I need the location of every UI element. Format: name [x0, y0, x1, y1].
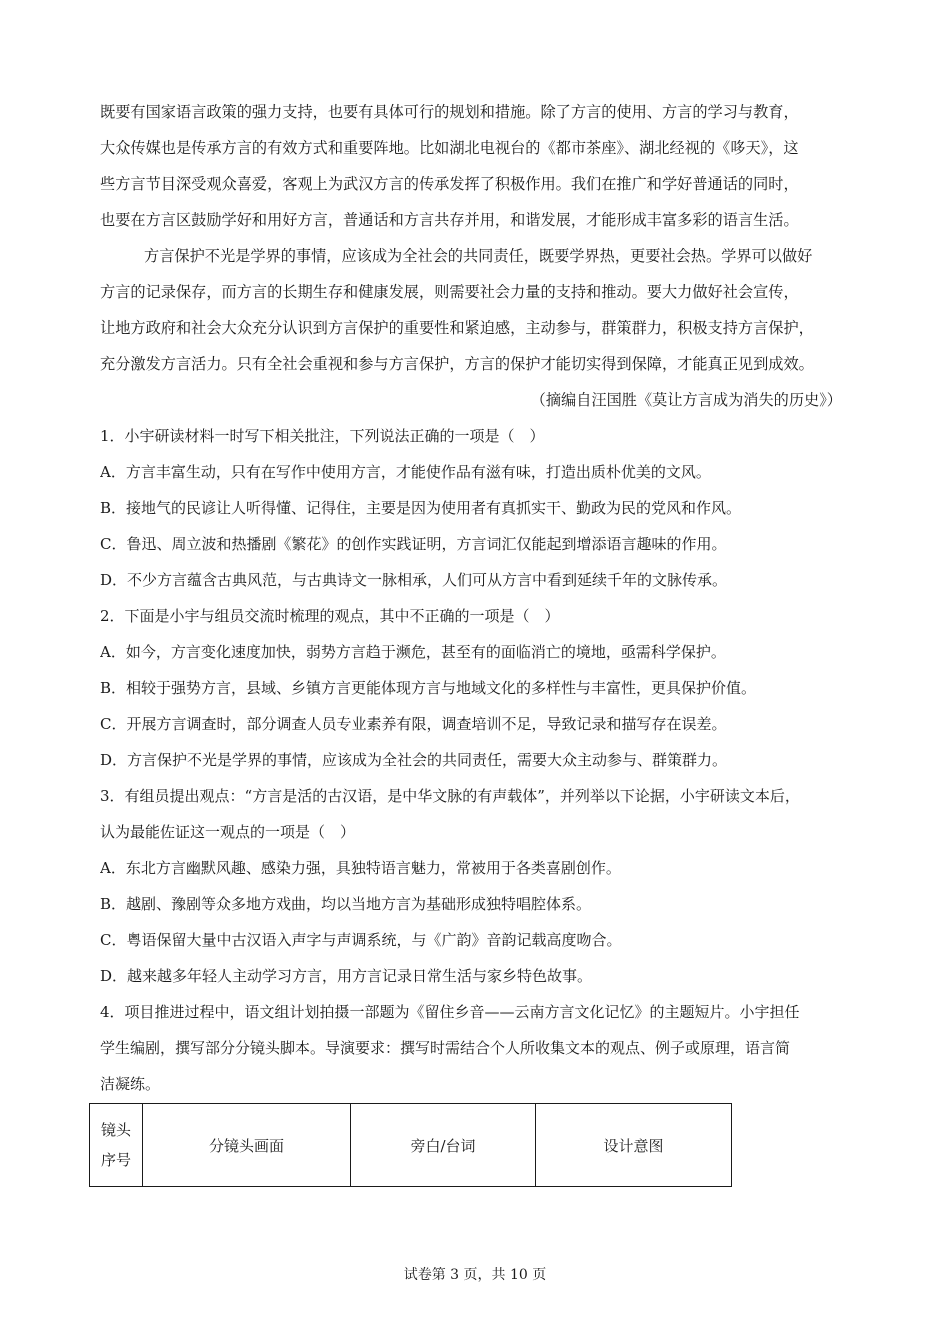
passage-line: 让地方政府和社会大众充分认识到方言保护的重要性和紧迫感，主动参与，群策群力，积极支持方言保护，	[100, 319, 814, 337]
passage-paragraph-1	[100, 94, 860, 238]
question-2-option-c: C．开展方言调查时，部分调查人员专业素养有限，调查培训不足，导致记录和描写存在误差。	[100, 715, 727, 733]
question-3-option-b: B．越剧、豫剧等众多地方戏曲，均以当地方言为基础形成独特唱腔体系。	[100, 895, 592, 913]
table-header-row	[90, 1104, 732, 1187]
question-3-option-a: A．东北方言幽默风趣、感染力强，具独特语言魅力，常被用于各类喜剧创作。	[100, 859, 621, 877]
passage-line: 方言的记录保存，而方言的长期生存和健康发展，则需要社会力量的支持和推动。要大力做好社会宣传，	[100, 283, 799, 301]
header-shot-number	[90, 1104, 143, 1187]
header-narration: 旁白/台词	[351, 1104, 536, 1187]
question-2-option-b: B．相较于强势方言，县域、乡镇方言更能体现方言与地域文化的多样性与丰富性，更具保护价值。	[100, 679, 757, 697]
passage-paragraph-2	[100, 238, 860, 382]
question-3-stem-cont: 认为最能佐证这一观点的一项是（ ）	[100, 823, 356, 841]
question-2-option-a: A．如今，方言变化速度加快，弱势方言趋于濒危，甚至有的面临消亡的境地，亟需科学保护。	[100, 643, 726, 661]
question-3-option-c: C．粤语保留大量中古汉语入声字与声调系统，与《广韵》音韵记载高度吻合。	[100, 931, 622, 949]
question-4-stem: 4．项目推进过程中，语文组计划拍摄一部题为《留住乡音——云南方言文化记忆》的主题短片。小宇担任	[100, 1003, 800, 1021]
question-2-stem: 2．下面是小宇与组员交流时梳理的观点，其中不正确的一项是（ ）	[100, 607, 560, 625]
passage-line: 既要有国家语言政策的强力支持，也要有具体可行的规划和措施。除了方言的使用、方言的学习与教育，	[100, 103, 799, 121]
passage-line: 方言保护不光是学界的事情，应该成为全社会的共同责任，既要学界热，更要社会热。学界可以做好	[144, 247, 813, 265]
question-4-stem-cont: 学生编剧，撰写部分分镜头脚本。导演要求：撰写时需结合个人所收集文本的观点、例子或原理，语言简	[100, 1039, 791, 1057]
question-2-option-d: D．方言保护不光是学界的事情，应该成为全社会的共同责任，需要大众主动参与、群策群力。	[100, 751, 728, 769]
passage-source: （摘编自汪国胜《莫让方言成为消失的历史》）	[530, 391, 842, 409]
passage-line: 大众传媒也是传承方言的有效方式和重要阵地。比如湖北电视台的《都市茶座》、湖北经视的《哆天》，这	[100, 139, 799, 157]
question-3-option-d: D．越来越多年轻人主动学习方言，用方言记录日常生活与家乡特色故事。	[100, 967, 593, 985]
passage-line: 也要在方言区鼓励学好和用好方言，普通话和方言共存并用，和谐发展，才能形成丰富多彩的语言生活。	[100, 211, 799, 229]
header-shot-number-line2: 序号	[100, 1151, 131, 1169]
storyboard-table	[89, 1103, 732, 1187]
page-footer: 试卷第 3 页，共 10 页	[403, 1267, 547, 1283]
question-list	[100, 418, 860, 1102]
question-1-stem: 1．小宇研读材料一时写下相关批注，下列说法正确的一项是（ ）	[100, 427, 545, 445]
question-1-option-b: B．接地气的民谚让人听得懂、记得住，主要是因为使用者有真抓实干、勤政为民的党风和作风。	[100, 499, 742, 517]
header-design-intent: 设计意图	[536, 1104, 732, 1187]
header-shot-scene: 分镜头画面	[143, 1104, 351, 1187]
question-3-stem: 3．有组员提出观点：“方言是活的古汉语，是中华文脉的有声载体”，并列举以下论据，小宇研读文本后，	[100, 787, 800, 805]
header-shot-number-line1: 镜头	[100, 1121, 131, 1139]
passage-line: 些方言节目深受观众喜爱，客观上为武汉方言的传承发挥了积极作用。我们在推广和学好普通话的同时，	[100, 175, 799, 193]
question-1-option-d: D．不少方言蕴含古典风范，与古典诗文一脉相承，人们可从方言中看到延续千年的文脉传承。	[100, 571, 728, 589]
question-1-option-a: A．方言丰富生动，只有在写作中使用方言，才能使作品有滋有味，打造出质朴优美的文风。	[100, 463, 711, 481]
question-1-option-c: C．鲁迅、周立波和热播剧《繁花》的创作实践证明，方言词汇仅能起到增添语言趣味的作用。	[100, 535, 727, 553]
passage-line: 充分激发方言活力。只有全社会重视和参与方言保护，方言的保护才能切实得到保障，才能真正见到成效。	[100, 355, 814, 373]
question-4-stem-end: 洁凝练。	[100, 1075, 161, 1093]
